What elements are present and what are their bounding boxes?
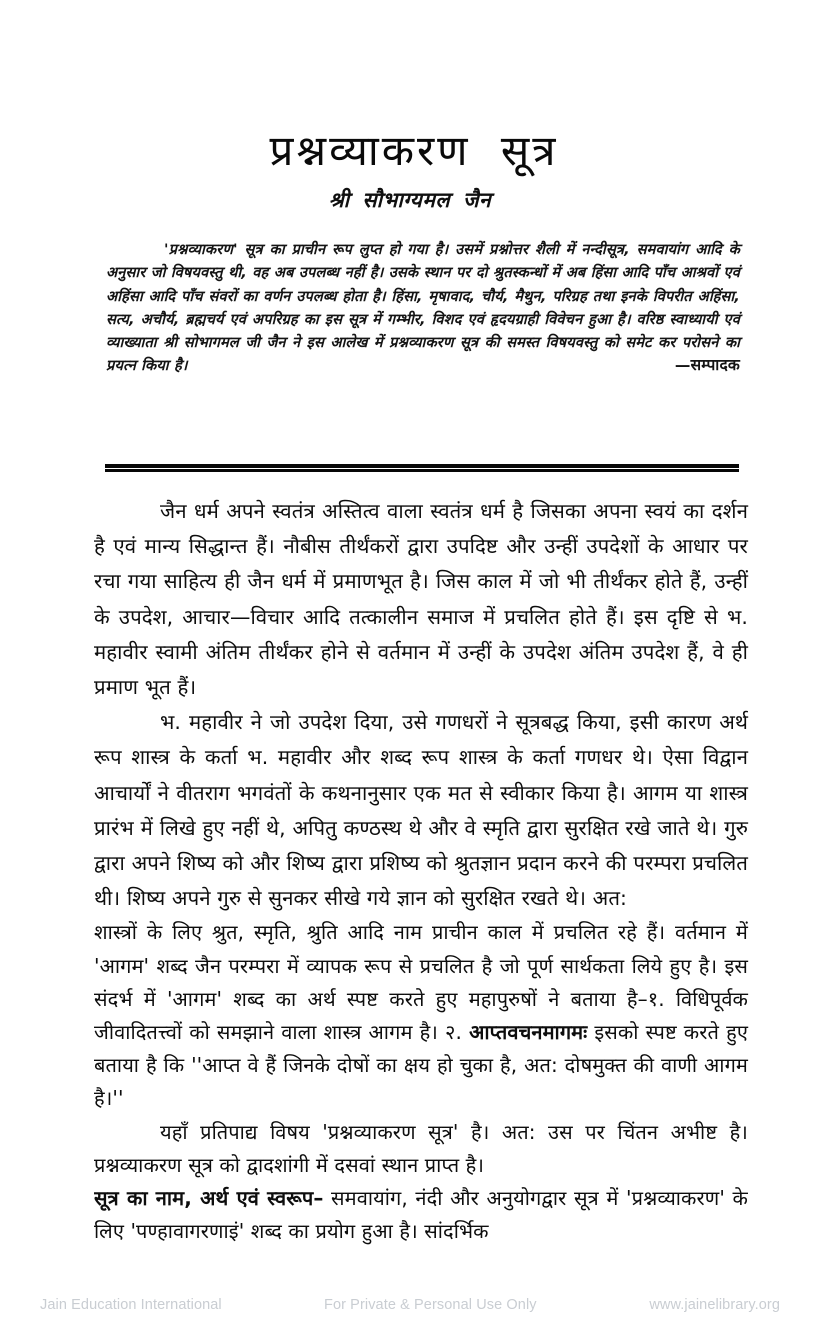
body-paragraph-4-heading: सूत्र का नाम, अर्थ एवं स्वरूप– [94, 1186, 324, 1211]
body-paragraph-2c-text: इसको स्पष्ट करते हुए बताया है कि ''आप्त वे हैं जिनके दोषों का क्षय हो चुका है, अत: दोषमुक्त की वाणी आगम है।'' [94, 1020, 748, 1111]
divider-bar-bottom [105, 469, 739, 472]
page-title: प्रश्नव्याकरण सूत्र [269, 126, 559, 176]
body-paragraph-2a-text: भ. महावीर ने जो उपदेश दिया, उसे गणधरों ने सूत्रबद्ध किया, इसी कारण अर्थ रूप शास्त्र के कर्ता भ. महावीर और शब्द रूप शास्त्र के कर्ता गणधर थे। ऐसा विद्वान आचार्यों ने वीतराग भगवंतों के कथनानुसार एक मत से स्वीकार किया है। आगम या शास्त्र प्रारंभ में लिखे हुए नहीं थे, अपितु कण्ठस्थ थे और वे स्मृति द्वारा सुरक्षित रखे जाते थे। गुरु द्वारा अपने शिष्य को और शिष्य द्वारा प्रशिष्य को श्रुतज्ञान प्रदान करने की परम्परा प्रचलित थी। शिष्य अपने गुरु से सुनकर सीखे गये ज्ञान को सुरक्षित रखते थे। अत: [94, 710, 748, 911]
abstract-text: 'प्रश्नव्याकरण' सूत्र का प्राचीन रूप लुप्त हो गया है। उसमें प्रश्नोत्तर शैली में नन्दीसूत्र, समवायांग आदि के अनुसार जो विषयवस्तु थी, वह अब उपलब्ध नहीं है। उसके स्थान पर दो श्रुतस्कन्धों में अब हिंसा आदि पाँच आश्रवों एवं अहिंसा आदि पाँच संवरों का वर्णन उपलब्ध होता है। हिंसा, मृषावाद, चौर्य, मैथुन, परिग्रह तथा इनके विपरीत अहिंसा, सत्य, अचौर्य, ब्रह्मचर्य एवं अपरिग्रह का इस सूत्र में गम्भीर, विशद एवं हृदयग्राही विवेचन हुआ है। वरिष्ठ स्वाध्यायी एवं व्याख्याता श्री सोभागमल जी जैन ने इस आलेख में प्रश्नव्याकरण सूत्र की समस्त विषयवस्तु को समेट कर परोसने का प्रयत्न किया है। [106, 241, 740, 375]
footer-organization: Jain Education International [40, 1297, 222, 1313]
body-paragraph-2-part-a [94, 705, 748, 916]
body-paragraph-2-part-b [94, 916, 748, 1115]
footer-website-url[interactable]: www.jainelibrary.org [649, 1297, 780, 1313]
body-paragraph-4 [94, 1182, 748, 1248]
body-paragraph-1-text: जैन धर्म अपने स्वतंत्र अस्तित्व वाला स्वतंत्र धर्म है जिसका अपना स्वयं का दर्शन है एवं मान्य सिद्धान्त हैं। नौबीस तीर्थंकरों द्वारा उपदिष्ट और उन्हीं उपदेशों के आधार पर रचा गया साहित्य ही जैन धर्म में प्रमाणभूत है। जिस काल में जो भी तीर्थंकर होते हैं, उन्हीं के उपदेश, आचार—विचार आदि तत्कालीन समाज में प्रचलित होते हैं। इस दृष्टि से भ. महावीर स्वामी अंतिम तीर्थंकर होने से वर्तमान में उन्हीं के उपदेश अंतिम उपदेश हैं, वे ही प्रमाण भूत हैं। [94, 499, 748, 700]
section-divider-rule [105, 464, 739, 473]
body-paragraph-1 [94, 494, 748, 705]
abstract-block [106, 238, 740, 378]
page-footer [0, 1297, 828, 1319]
author-byline: श्री सौभाग्यमल जैन [328, 188, 492, 212]
footer-usage-notice: For Private & Personal Use Only [324, 1297, 537, 1313]
body-paragraph-4-text: समवायांग, नंदी और अनुयोगद्वार सूत्र में 'प्रश्नव्याकरण' के लिए 'पण्हावागरणाइं' शब्द का प्रयोग हुआ है। सांदर्भिक [94, 1186, 748, 1244]
abstract-signature: —सम्पादक [674, 356, 740, 375]
body-paragraph-3-text: यहाँ प्रतिपाद्य विषय 'प्रश्नव्याकरण सूत्र' है। अत: उस पर चिंतन अभीष्ट है। प्रश्नव्याकरण सूत्र को द्वादशांगी में दसवां स्थान प्राप्त है। [94, 1119, 748, 1177]
body-paragraph-2-bold-term: आप्तवचनमागमः [469, 1020, 588, 1045]
body-column [94, 494, 748, 1248]
body-paragraph-2b-text: शास्त्रों के लिए श्रुत, स्मृति, श्रुति आदि नाम प्राचीन काल में प्रचलित रहे हैं। वर्तमान में 'आगम' शब्द जैन परम्परा में व्यापक रूप से प्रचलित है जो पूर्ण सार्थकता लिये हुए है। इस संदर्भ में 'आगम' शब्द का अर्थ स्पष्ट करते हुए महापुरुषों ने बताया है–१. विधिपूर्वक जीवादितत्त्वों को समझाने वाला शास्त्र आगम है। २. [94, 920, 748, 1045]
body-paragraph-3 [94, 1116, 748, 1182]
